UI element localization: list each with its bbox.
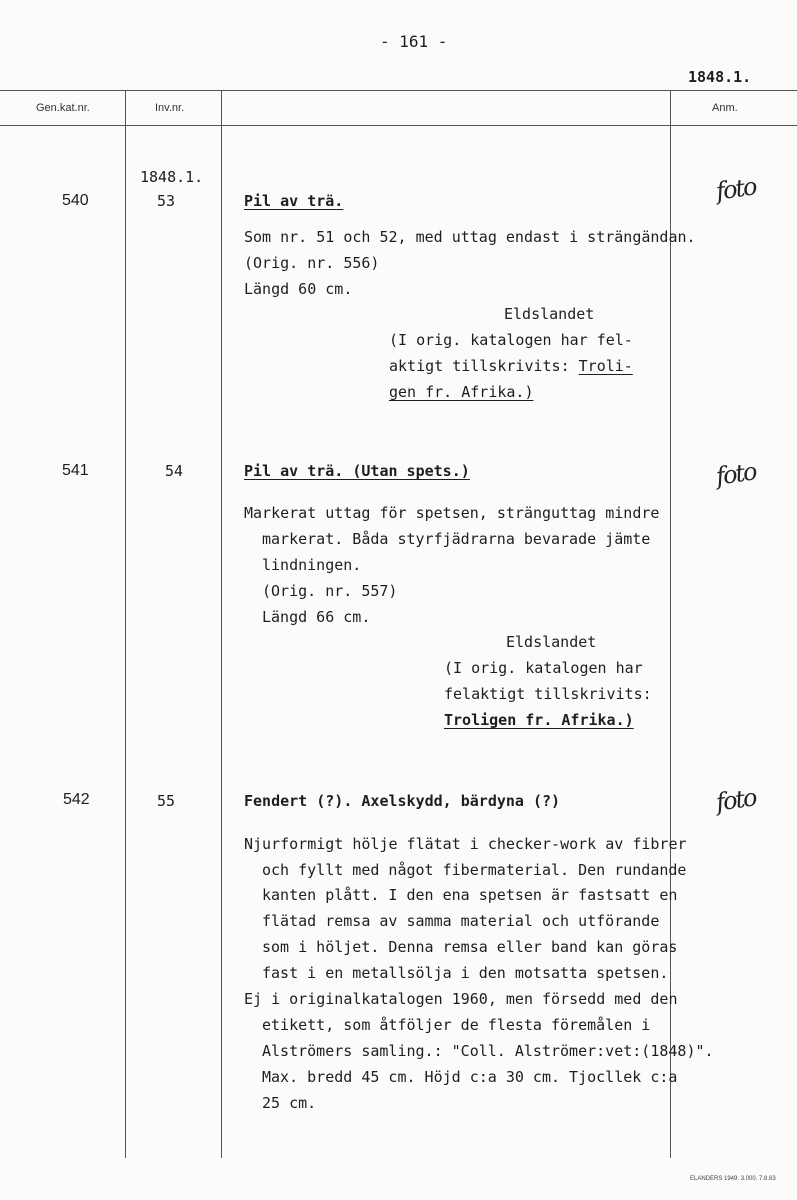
catalog-note: (I orig. katalogen har fel- [389,331,633,349]
entry-line: Ej i originalkatalogen 1960, men försedd med den [244,990,678,1008]
catalog-note [389,357,633,375]
entry-line: Njurformigt hölje flätat i checker-work av fibrer [244,835,687,853]
entry-title: Pil av trä. [244,192,344,210]
printer-imprint: ELANDERS 1949. 3.000. 7.8.63 [690,1176,776,1182]
column-header-gen-kat-nr: Gen.kat.nr. [36,102,90,114]
column-header-inv-nr: Inv.nr. [155,102,185,114]
entry-line: (Orig. nr. 556) [244,254,380,272]
catalog-note-underlined: Troli- [578,357,633,375]
entry-line: 25 cm. [262,1094,317,1112]
catalog-note: Troligen fr. Afrika.) [444,711,634,729]
entry-line: markerat. Båda styrfjädrarna bevarade jämte [262,530,651,548]
header-top-rule [0,90,797,91]
column-rule-1 [125,90,126,1158]
photo-annotation: foto [714,172,758,206]
inv-number: 54 [165,462,184,480]
column-rule-2 [221,90,222,1158]
header-reference: 1848.1. [688,68,752,86]
gen-kat-number: 540 [62,192,89,209]
catalog-note: gen fr. Afrika.) [389,383,534,401]
photo-annotation: foto [714,457,758,491]
gen-kat-number: 542 [63,791,90,808]
entry-line: fast i en metallsölja i den motsatta spetsen. [262,964,669,982]
entry-title: Pil av trä. (Utan spets.) [244,462,470,480]
header-bottom-rule [0,125,797,126]
catalog-note: (I orig. katalogen har [444,659,643,677]
entry-line: Max. bredd 45 cm. Höjd c:a 30 cm. Tjocllek c:a [262,1068,678,1086]
entry-line: som i höljet. Denna remsa eller band kan göras [262,938,678,956]
entry-line: lindningen. [262,556,362,574]
entry-line: Som nr. 51 och 52, med uttag endast i strängändan. [244,228,696,246]
place-name: Eldslandet [506,633,597,651]
inv-number: 55 [157,792,176,810]
catalog-note: felaktigt tillskrivits: [444,685,652,703]
gen-kat-number: 541 [62,462,89,479]
entry-line: Alströmers samling.: "Coll. Alströmer:vet:(1848)". [262,1042,714,1060]
entry-title: Fendert (?). Axelskydd, bärdyna (?) [244,792,561,810]
column-header-anm: Anm. [712,102,738,114]
entry-line: och fyllt med något fibermaterial. Den rundande [262,861,687,879]
entry-line: Markerat uttag för spetsen, stränguttag mindre [244,504,660,522]
entry-line: (Orig. nr. 557) [262,582,398,600]
place-name: Eldslandet [504,305,595,323]
entry-line: etikett, som åtföljer de flesta föremålen i [262,1016,651,1034]
entry-line: Längd 60 cm. [244,280,353,298]
entry-line: flätad remsa av samma material och utförande [262,912,660,930]
series-number: 1848.1. [140,168,204,186]
inv-number: 53 [157,192,176,210]
photo-annotation: foto [714,783,758,817]
entry-line: Längd 66 cm. [262,608,371,626]
catalog-note-text: aktigt tillskrivits: [389,357,579,375]
page-number: - 161 - [380,32,448,51]
entry-line: kanten plått. I den ena spetsen är fastsatt en [262,886,678,904]
